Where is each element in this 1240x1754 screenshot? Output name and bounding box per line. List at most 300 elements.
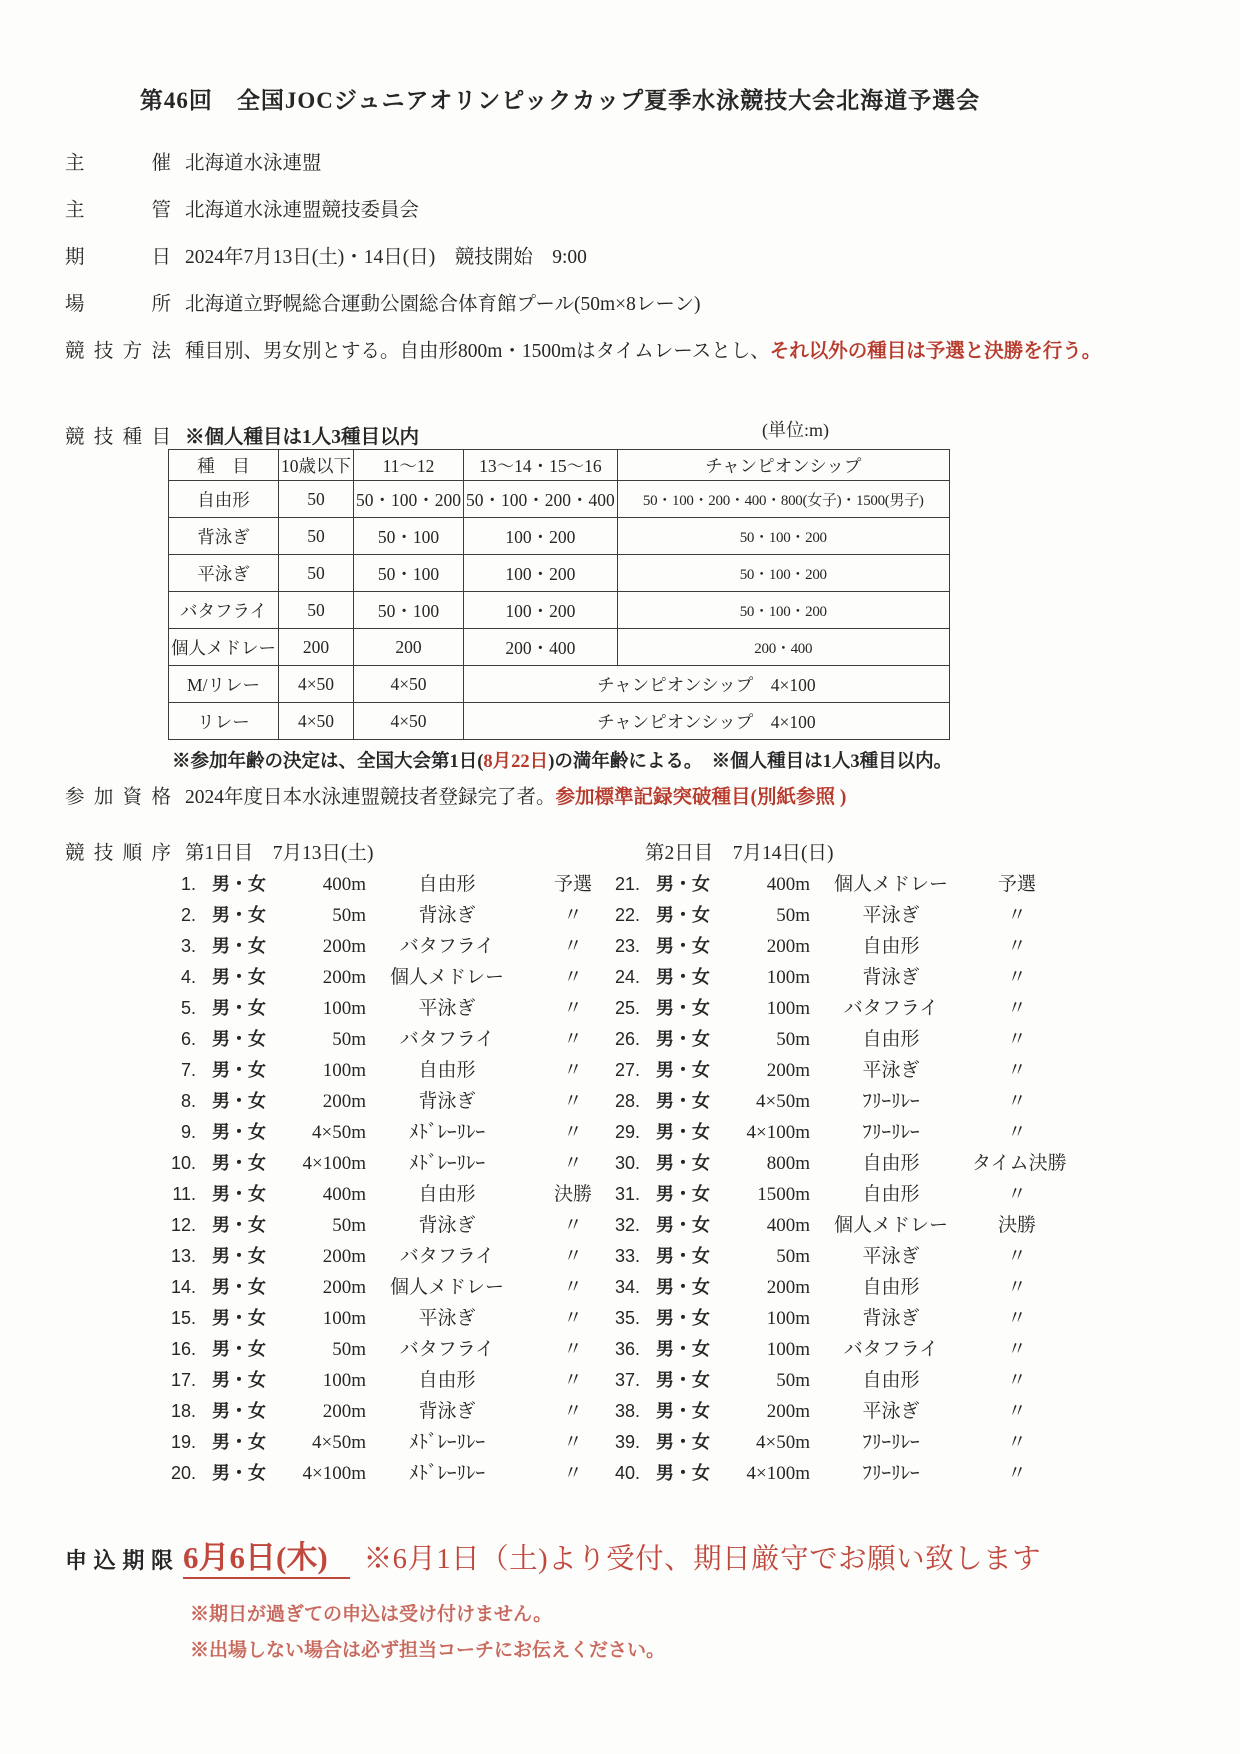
method-row (65, 335, 1101, 363)
item-distance: 100m (766, 998, 810, 1019)
schedule-item (596, 1086, 1062, 1117)
item-distance: 100m (766, 1339, 810, 1360)
item-number: 34. (614, 1277, 640, 1297)
item-gender: 男・女 (656, 1153, 710, 1173)
item-round: 〃 (1007, 1122, 1027, 1143)
item-gender: 男・女 (656, 1246, 710, 1266)
item-stroke: ﾒﾄﾞﾚｰﾘﾚｰ (408, 1122, 485, 1143)
eligibility-value: 2024年度日本水泳連盟競技者登録完了者。 (185, 787, 556, 808)
schedule-item (152, 1334, 618, 1365)
item-distance: 200m (322, 936, 366, 957)
item-number: 38. (614, 1401, 640, 1421)
item-gender: 男・女 (212, 1401, 266, 1421)
management-value: 北海道水泳連盟競技委員会 (185, 200, 420, 221)
cell-championship: 200・400 (617, 629, 949, 666)
item-stroke: 背泳ぎ (862, 967, 920, 988)
item-gender: 男・女 (212, 1122, 266, 1142)
item-number: 22. (614, 905, 640, 925)
header-championship: チャンピオンシップ (617, 450, 949, 481)
item-number: 31. (614, 1184, 640, 1204)
venue-label: 場所 (65, 294, 171, 315)
item-stroke: バタフライ (399, 1246, 495, 1267)
item-distance: 100m (766, 967, 810, 988)
item-round: 〃 (563, 1277, 583, 1298)
item-number: 2. (180, 905, 196, 925)
item-number: 19. (170, 1432, 196, 1452)
cell-13-16: 100・200 (464, 518, 618, 555)
item-distance: 200m (766, 1060, 810, 1081)
item-stroke: ﾌﾘｰﾘﾚｰ (862, 1432, 920, 1453)
schedule-item (596, 1365, 1062, 1396)
item-round: 〃 (1007, 936, 1027, 957)
item-distance: 50m (776, 905, 810, 926)
item-round: 〃 (1007, 1463, 1027, 1484)
item-round: 〃 (563, 1401, 583, 1422)
item-distance: 200m (322, 1401, 366, 1422)
item-number: 12. (170, 1215, 196, 1235)
footnote-text: ※参加年齢の決定は、全国大会第1日( (172, 752, 484, 772)
item-round: 〃 (1007, 1277, 1027, 1298)
cell-under10: 50 (279, 555, 354, 592)
footnote-text-2: )の満年齢による。 ※個人種目は1人3種目以内。 (548, 752, 953, 772)
item-gender: 男・女 (212, 1153, 266, 1173)
item-round: 〃 (1007, 1060, 1027, 1081)
item-number: 27. (614, 1060, 640, 1080)
item-number: 21. (614, 874, 640, 894)
cell-championship-merged: チャンピオンシップ 4×100 (464, 703, 950, 740)
item-gender: 男・女 (656, 1339, 710, 1359)
organizer-value: 北海道水泳連盟 (185, 153, 322, 174)
item-round: 予選 (553, 874, 592, 895)
item-number: 18. (170, 1401, 196, 1421)
item-stroke: 自由形 (862, 1277, 920, 1298)
item-gender: 男・女 (212, 1215, 266, 1235)
cell-under10: 200 (279, 629, 354, 666)
item-number: 36. (614, 1339, 640, 1359)
eligibility-value-highlight: 参加標準記録突破種目(別紙参照 ) (555, 787, 847, 808)
schedule-item (152, 1396, 618, 1427)
schedule-item (152, 1086, 618, 1117)
header-under10: 10歳以下 (279, 450, 354, 481)
date-row (65, 241, 587, 269)
item-stroke: ﾌﾘｰﾘﾚｰ (862, 1091, 920, 1112)
cell-under10: 4×50 (279, 703, 354, 740)
schedule-item (596, 1272, 1062, 1303)
day1-title: 第1日目 7月13日(土) (185, 843, 374, 864)
management-row (65, 194, 419, 222)
deadline-row (65, 1532, 1041, 1579)
eligibility-row (65, 781, 846, 809)
cell-11-12: 50・100 (354, 518, 464, 555)
events-section-note: ※個人種目は1人3種目以内 (185, 427, 420, 448)
item-number: 37. (614, 1370, 640, 1390)
item-distance: 4×100m (302, 1153, 366, 1174)
item-gender: 男・女 (212, 936, 266, 956)
header-13-16: 13〜14・15〜16 (464, 450, 618, 481)
day2-schedule-list (596, 869, 1067, 1489)
item-number: 16. (170, 1339, 196, 1359)
item-distance: 1500m (757, 1184, 810, 1205)
item-gender: 男・女 (656, 1029, 710, 1049)
item-distance: 4×50m (756, 1432, 810, 1453)
item-gender: 男・女 (656, 967, 710, 987)
cell-championship-merged: チャンピオンシップ 4×100 (464, 666, 950, 703)
header-11-12: 11〜12 (354, 450, 464, 481)
item-round: 〃 (1007, 1370, 1027, 1391)
item-gender: 男・女 (656, 1215, 710, 1235)
item-gender: 男・女 (212, 967, 266, 987)
item-distance: 200m (766, 1401, 810, 1422)
cell-championship: 50・100・200 (617, 555, 949, 592)
schedule-item (152, 1210, 618, 1241)
item-number: 4. (180, 967, 196, 987)
item-gender: 男・女 (212, 1060, 266, 1080)
item-number: 7. (180, 1060, 196, 1080)
deadline-date: 6月6日(木) (183, 1532, 350, 1579)
schedule-item (596, 869, 1062, 900)
cell-11-12: 200 (354, 629, 464, 666)
item-stroke: 自由形 (862, 1029, 920, 1050)
events-table-row (169, 481, 950, 518)
item-round: 〃 (1007, 998, 1027, 1019)
item-number: 28. (614, 1091, 640, 1111)
schedule-item (596, 1179, 1062, 1210)
item-distance: 50m (776, 1029, 810, 1050)
schedule-item (596, 1458, 1062, 1489)
cell-event: バタフライ (169, 592, 279, 629)
item-round: 〃 (1007, 905, 1027, 926)
item-gender: 男・女 (212, 1339, 266, 1359)
item-distance: 4×50m (312, 1432, 366, 1453)
cell-event: リレー (169, 703, 279, 740)
schedule-item (152, 993, 618, 1024)
schedule-item (596, 1117, 1062, 1148)
cell-under10: 50 (279, 518, 354, 555)
schedule-section-heading (65, 837, 374, 865)
cell-11-12: 50・100 (354, 555, 464, 592)
item-round: 〃 (1007, 967, 1027, 988)
item-distance: 400m (766, 874, 810, 895)
item-number: 29. (614, 1122, 640, 1142)
organizer-row (65, 147, 322, 175)
item-number: 6. (180, 1029, 196, 1049)
item-gender: 男・女 (212, 1184, 266, 1204)
venue-value: 北海道立野幌総合運動公園総合体育館プール(50m×8レーン) (185, 294, 701, 315)
item-gender: 男・女 (656, 1463, 710, 1483)
item-round: 〃 (563, 1060, 583, 1081)
item-number: 17. (170, 1370, 196, 1390)
item-stroke: ﾒﾄﾞﾚｰﾘﾚｰ (408, 1153, 485, 1174)
item-gender: 男・女 (656, 998, 710, 1018)
item-stroke: 自由形 (418, 1370, 476, 1391)
item-round: 〃 (563, 1370, 583, 1391)
item-stroke: 自由形 (862, 1153, 920, 1174)
item-number: 13. (170, 1246, 196, 1266)
events-table-row (169, 518, 950, 555)
schedule-item (596, 1303, 1062, 1334)
cell-event: 背泳ぎ (169, 518, 279, 555)
item-number: 15. (170, 1308, 196, 1328)
item-stroke: 背泳ぎ (418, 1401, 476, 1422)
date-value: 2024年7月13日(土)・14日(日) 競技開始 9:00 (185, 247, 587, 268)
cell-13-16: 100・200 (464, 555, 618, 592)
item-gender: 男・女 (656, 1091, 710, 1111)
item-number: 20. (170, 1463, 196, 1483)
item-round: 〃 (563, 1153, 583, 1174)
events-table-relay-row (169, 666, 950, 703)
item-distance: 200m (766, 936, 810, 957)
schedule-item (152, 962, 618, 993)
item-gender: 男・女 (656, 1308, 710, 1328)
schedule-item (152, 1427, 618, 1458)
schedule-item (596, 1148, 1067, 1179)
item-stroke: 個人メドレー (389, 1277, 504, 1298)
item-number: 35. (614, 1308, 640, 1328)
item-stroke: 個人メドレー (833, 874, 948, 895)
item-stroke: 個人メドレー (833, 1215, 948, 1236)
method-label: 競技方法 (65, 341, 171, 362)
item-round: 〃 (563, 967, 583, 988)
item-number: 26. (614, 1029, 640, 1049)
method-value: 種目別、男女別とする。自由形800m・1500mはタイムレースとし、 (185, 341, 770, 362)
item-stroke: 自由形 (418, 1060, 476, 1081)
item-stroke: バタフライ (843, 1339, 939, 1360)
item-gender: 男・女 (212, 1277, 266, 1297)
deadline-note: ※6月1日（土)より受付、期日厳守でお願い致します (363, 1544, 1042, 1575)
item-round: 〃 (1007, 1339, 1027, 1360)
day2-title: 第2日目 7月14日(日) (645, 843, 834, 864)
item-round: 〃 (1007, 1184, 1027, 1205)
item-distance: 100m (322, 1370, 366, 1391)
item-stroke: 自由形 (418, 874, 476, 895)
schedule-item (152, 1024, 618, 1055)
item-gender: 男・女 (212, 874, 266, 894)
item-number: 9. (180, 1122, 196, 1142)
cell-event: M/リレー (169, 666, 279, 703)
item-number: 3. (180, 936, 196, 956)
cell-11-12: 4×50 (354, 703, 464, 740)
item-stroke: バタフライ (399, 1339, 495, 1360)
organizer-label: 主催 (65, 153, 171, 174)
item-distance: 4×100m (302, 1463, 366, 1484)
schedule-item (596, 1055, 1062, 1086)
item-round: 予選 (997, 874, 1036, 895)
item-gender: 男・女 (212, 1029, 266, 1049)
events-section-heading (65, 421, 419, 449)
item-stroke: 平泳ぎ (862, 1060, 920, 1081)
schedule-item (152, 1303, 618, 1334)
item-number: 11. (172, 1184, 196, 1204)
item-gender: 男・女 (656, 936, 710, 956)
schedule-item (152, 1055, 618, 1086)
day1-schedule-list (152, 869, 618, 1489)
cell-event: 個人メドレー (169, 629, 279, 666)
item-number: 32. (614, 1215, 640, 1235)
item-round: 〃 (1007, 1246, 1027, 1267)
item-number: 30. (614, 1153, 640, 1173)
item-distance: 4×100m (746, 1463, 810, 1484)
events-table-relay-row (169, 703, 950, 740)
events-table-header-row (169, 450, 950, 481)
method-value-highlight: それ以外の種目は予選と決勝を行う。 (769, 341, 1102, 362)
cell-11-12: 4×50 (354, 666, 464, 703)
item-distance: 50m (776, 1370, 810, 1391)
schedule-item (152, 931, 618, 962)
schedule-item (596, 962, 1062, 993)
item-round: 〃 (563, 1463, 583, 1484)
date-label: 期日 (65, 247, 171, 268)
cell-under10: 50 (279, 481, 354, 518)
item-gender: 男・女 (656, 1432, 710, 1452)
item-stroke: ﾌﾘｰﾘﾚｰ (862, 1122, 920, 1143)
item-number: 25. (614, 998, 640, 1018)
item-stroke: 自由形 (862, 1370, 920, 1391)
item-stroke: 平泳ぎ (418, 1308, 476, 1329)
item-distance: 50m (332, 905, 366, 926)
item-number: 23. (614, 936, 640, 956)
item-gender: 男・女 (212, 1432, 266, 1452)
item-distance: 4×50m (312, 1122, 366, 1143)
item-stroke: バタフライ (399, 1029, 495, 1050)
item-round: タイム決勝 (972, 1153, 1067, 1174)
item-round: 〃 (563, 1122, 583, 1143)
item-stroke: 自由形 (418, 1184, 476, 1205)
item-gender: 男・女 (212, 1308, 266, 1328)
item-round: 〃 (563, 1215, 583, 1236)
item-round: 〃 (1007, 1091, 1027, 1112)
cell-championship: 50・100・200・400・800(女子)・1500(男子) (617, 481, 949, 518)
events-section-label: 競技種目 (65, 427, 171, 448)
item-stroke: 平泳ぎ (862, 905, 920, 926)
item-stroke: 平泳ぎ (862, 1246, 920, 1267)
item-distance: 800m (766, 1153, 810, 1174)
item-number: 1. (180, 874, 196, 894)
item-distance: 400m (766, 1215, 810, 1236)
item-gender: 男・女 (656, 905, 710, 925)
schedule-item (152, 1458, 618, 1489)
item-distance: 400m (322, 1184, 366, 1205)
deadline-subnote-1: ※期日が過ぎての申込は受け付けません。 (190, 1604, 553, 1625)
events-table-row (169, 592, 950, 629)
table-footnote (172, 747, 952, 773)
events-table-row (169, 629, 950, 666)
item-round: 〃 (1007, 1401, 1027, 1422)
cell-championship: 50・100・200 (617, 518, 949, 555)
item-stroke: ﾌﾘｰﾘﾚｰ (862, 1463, 920, 1484)
item-gender: 男・女 (656, 1401, 710, 1421)
item-number: 33. (614, 1246, 640, 1266)
item-distance: 200m (766, 1277, 810, 1298)
item-number: 5. (180, 998, 196, 1018)
item-stroke: 平泳ぎ (862, 1401, 920, 1422)
item-distance: 4×100m (746, 1122, 810, 1143)
item-round: 〃 (563, 1432, 583, 1453)
item-distance: 100m (322, 1060, 366, 1081)
cell-13-16: 100・200 (464, 592, 618, 629)
schedule-item (596, 993, 1062, 1024)
cell-13-16: 50・100・200・400 (464, 481, 618, 518)
schedule-item (152, 1148, 618, 1179)
schedule-item (596, 1396, 1062, 1427)
item-stroke: 背泳ぎ (418, 1091, 476, 1112)
item-gender: 男・女 (212, 1370, 266, 1390)
item-gender: 男・女 (212, 1246, 266, 1266)
cell-championship: 50・100・200 (617, 592, 949, 629)
item-stroke: 背泳ぎ (862, 1308, 920, 1329)
item-distance: 4×50m (756, 1091, 810, 1112)
item-round: 〃 (563, 1029, 583, 1050)
item-gender: 男・女 (212, 905, 266, 925)
item-gender: 男・女 (656, 1277, 710, 1297)
deadline-subnote-2: ※出場しない場合は必ず担当コーチにお伝えください。 (190, 1640, 666, 1661)
item-distance: 50m (332, 1215, 366, 1236)
item-round: 決勝 (553, 1184, 592, 1205)
item-stroke: ﾒﾄﾞﾚｰﾘﾚｰ (408, 1463, 485, 1484)
schedule-item (152, 1179, 618, 1210)
item-distance: 200m (322, 1246, 366, 1267)
item-distance: 100m (322, 998, 366, 1019)
events-table (168, 449, 950, 740)
item-distance: 100m (322, 1308, 366, 1329)
item-round: 〃 (563, 1091, 583, 1112)
eligibility-label: 参加資格 (65, 787, 171, 808)
item-stroke: 背泳ぎ (418, 905, 476, 926)
deadline-label: 申込期限 (65, 1548, 173, 1573)
item-round: 〃 (563, 998, 583, 1019)
schedule-item (596, 900, 1062, 931)
cell-13-16: 200・400 (464, 629, 618, 666)
schedule-item (152, 1117, 618, 1148)
item-stroke: ﾒﾄﾞﾚｰﾘﾚｰ (408, 1432, 485, 1453)
item-distance: 50m (332, 1339, 366, 1360)
schedule-item (152, 1241, 618, 1272)
item-stroke: 個人メドレー (389, 967, 504, 988)
page-title: 第46回 全国JOCジュニアオリンピックカップ夏季水泳競技大会北海道予選会 (139, 88, 981, 113)
item-round: 〃 (563, 1339, 583, 1360)
item-distance: 200m (322, 1277, 366, 1298)
schedule-item (152, 1272, 618, 1303)
item-distance: 400m (322, 874, 366, 895)
item-number: 10. (170, 1153, 196, 1173)
item-distance: 50m (332, 1029, 366, 1050)
management-label: 主管 (65, 200, 171, 221)
item-number: 40. (614, 1463, 640, 1483)
unit-label: (単位:m) (762, 420, 829, 440)
venue-row (65, 288, 701, 316)
cell-11-12: 50・100 (354, 592, 464, 629)
cell-event: 平泳ぎ (169, 555, 279, 592)
item-number: 24. (614, 967, 640, 987)
schedule-item (596, 1241, 1062, 1272)
schedule-item (596, 931, 1062, 962)
item-round: 〃 (1007, 1308, 1027, 1329)
cell-under10: 50 (279, 592, 354, 629)
item-distance: 200m (322, 967, 366, 988)
cell-under10: 4×50 (279, 666, 354, 703)
schedule-item (596, 1334, 1062, 1365)
item-round: 〃 (563, 1246, 583, 1267)
item-round: 〃 (563, 905, 583, 926)
item-number: 39. (614, 1432, 640, 1452)
events-table-row (169, 555, 950, 592)
schedule-item (152, 1365, 618, 1396)
cell-11-12: 50・100・200 (354, 481, 464, 518)
item-gender: 男・女 (656, 874, 710, 894)
item-distance: 50m (776, 1246, 810, 1267)
footnote-date-highlight: 8月22日 (483, 752, 549, 772)
item-round: 〃 (1007, 1029, 1027, 1050)
item-distance: 100m (766, 1308, 810, 1329)
